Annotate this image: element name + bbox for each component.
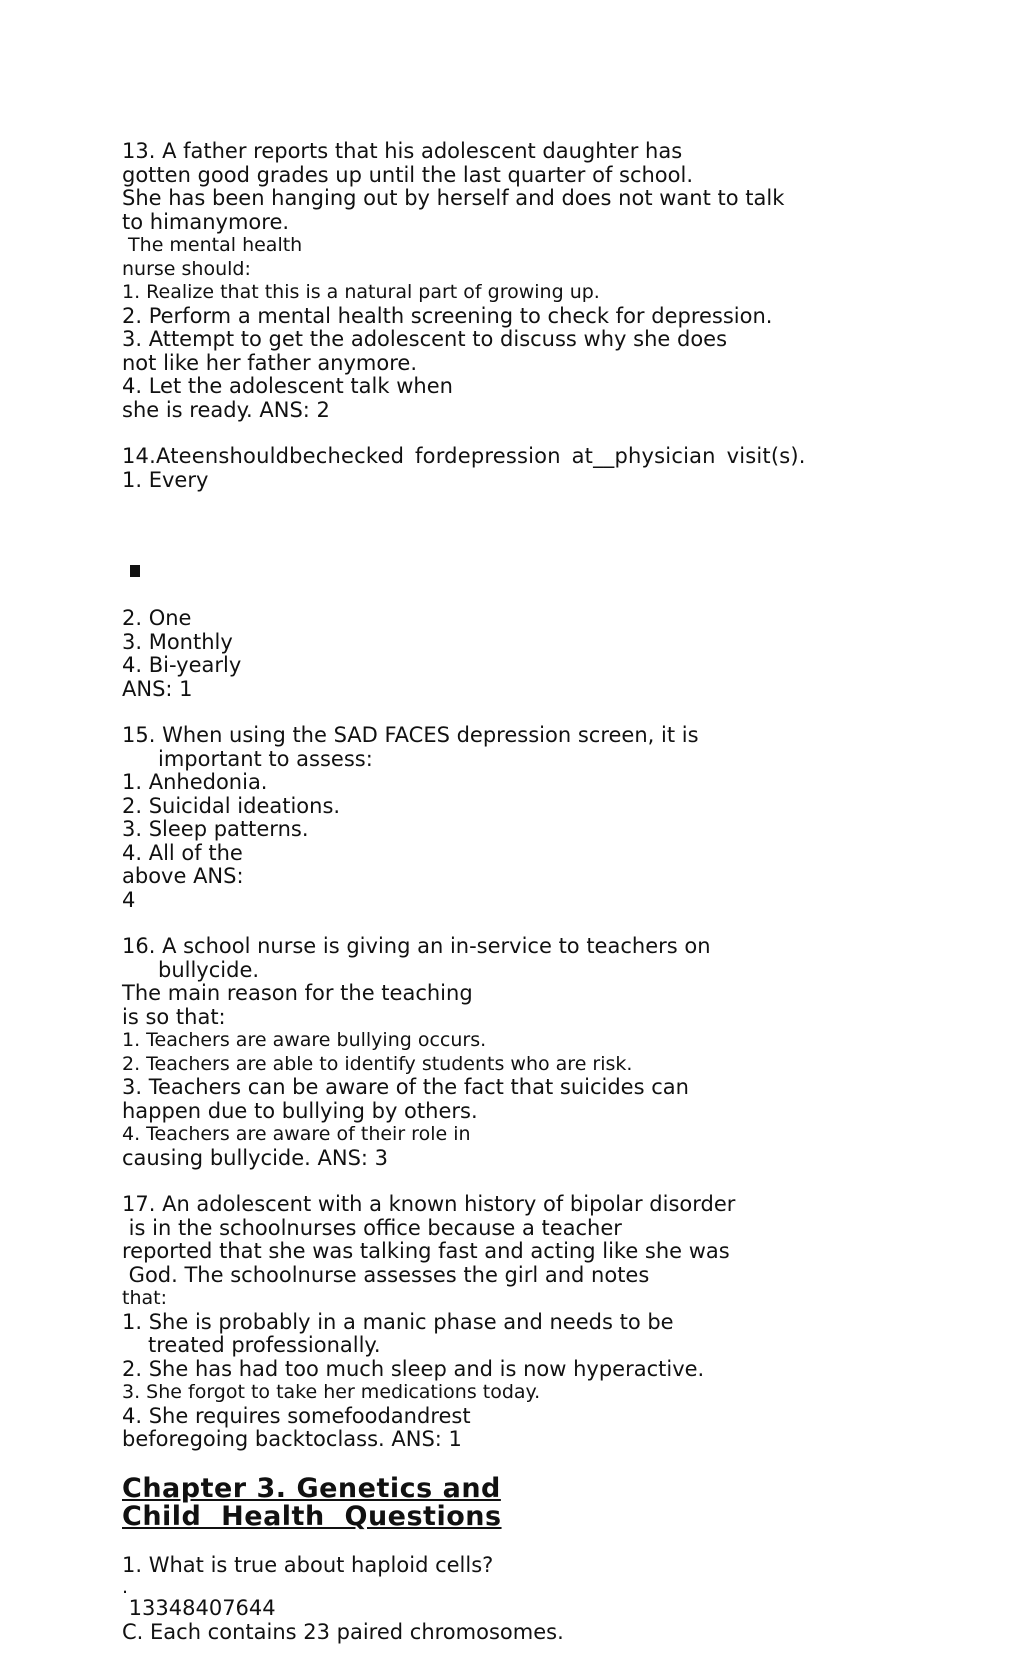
- q17-option: 3. She forgot to take her medications today.: [122, 1381, 541, 1403]
- question-13: [122, 140, 942, 422]
- q14-option: 4. Bi-yearly: [122, 653, 242, 677]
- q17-option: 4. She requires somefoodandrest: [122, 1403, 471, 1428]
- question-15: [122, 724, 942, 912]
- q17-line: that:: [122, 1287, 167, 1309]
- question-16: [122, 935, 942, 1170]
- q15-answer: 4: [122, 887, 136, 912]
- q15-option: 2. Suicidal ideations.: [122, 793, 341, 818]
- q13-line: She has been hanging out by herself and does not want to talk: [122, 186, 785, 210]
- q13-line: to himanymore.: [122, 209, 290, 234]
- q17-line: reported that she was talking fast and acting like she was: [122, 1239, 730, 1263]
- q15-question-cont: important to assess:: [158, 746, 373, 771]
- question-17: [122, 1193, 942, 1452]
- q13-answer: she is ready. ANS: 2: [122, 397, 330, 422]
- q13-option: 4. Let the adolescent talk when: [122, 374, 453, 398]
- chapter-heading: [122, 1472, 942, 1532]
- q13-line: The mental health: [122, 234, 303, 256]
- q16-option: happen due to bullying by others.: [122, 1098, 478, 1123]
- q17-option-cont: treated professionally.: [148, 1333, 381, 1357]
- document-body: [122, 140, 942, 1644]
- q16-line: The main reason for the teaching: [122, 981, 473, 1005]
- stray-dot: .: [122, 1576, 129, 1598]
- q14-option: 2. One: [122, 606, 192, 630]
- q17-line: God. The schoolnurse assesses the girl and notes: [122, 1262, 650, 1287]
- q13-line: nurse should:: [122, 257, 251, 280]
- q16-option: 3. Teachers can be aware of the fact that suicides can: [122, 1075, 689, 1099]
- q13-line: 13. A father reports that his adolescent daughter has: [122, 139, 683, 163]
- q17-line: 17. An adolescent with a known history of bipolar disorder: [122, 1192, 736, 1216]
- q13-option: 2. Perform a mental health screening to check for depression.: [122, 303, 773, 328]
- q13-option: 1. Realize that this is a natural part of growing up.: [122, 281, 600, 303]
- bullet-mark: [130, 565, 140, 577]
- q16-question-cont: bullycide.: [158, 957, 260, 982]
- q14-option: 1. Every: [122, 467, 209, 492]
- q16-option: 1. Teachers are aware bullying occurs.: [122, 1029, 487, 1051]
- q13-option: 3. Attempt to get the adolescent to discuss why she does: [122, 327, 728, 351]
- chapter-title-line: Child Health Questions: [122, 1500, 502, 1532]
- id-number: 13348407644: [122, 1596, 276, 1620]
- chapter3-question-1: [122, 1554, 942, 1645]
- q14-option: 3. Monthly: [122, 629, 233, 654]
- ch3-q1-question: 1. What is true about haploid cells?: [122, 1552, 494, 1577]
- q15-answer: above ANS:: [122, 864, 244, 888]
- q15-option: 4. All of the: [122, 840, 243, 865]
- q15-question: 15. When using the SAD FACES depression screen, it is: [122, 723, 699, 747]
- q17-answer: beforegoing backtoclass. ANS: 1: [122, 1427, 462, 1451]
- q15-option: 3. Sleep patterns.: [122, 817, 309, 841]
- q17-option: 2. She has had too much sleep and is now hyperactive.: [122, 1356, 705, 1381]
- q16-option: 2. Teachers are able to identify students who are risk.: [122, 1052, 633, 1075]
- q13-line: gotten good grades up until the last quarter of school.: [122, 162, 694, 187]
- ch3-q1-option: C. Each contains 23 paired chromosomes.: [122, 1619, 564, 1644]
- question-14: [122, 445, 942, 701]
- q16-line: is so that:: [122, 1004, 226, 1029]
- chapter-title-line: Chapter 3. Genetics and: [122, 1472, 501, 1504]
- q16-question: 16. A school nurse is giving an in-service to teachers on: [122, 934, 711, 958]
- q17-option: 1. She is probably in a manic phase and needs to be: [122, 1309, 674, 1334]
- q14-answer: ANS: 1: [122, 676, 193, 701]
- q14-question: 14.Ateenshouldbechecked fordepression at__physician visit(s).: [122, 444, 806, 468]
- q16-answer: causing bullycide. ANS: 3: [122, 1145, 389, 1170]
- q15-option: 1. Anhedonia.: [122, 770, 268, 794]
- q17-line: is in the schoolnurses office because a teacher: [122, 1215, 622, 1240]
- q16-option: 4. Teachers are aware of their role in: [122, 1123, 471, 1145]
- q13-option: not like her father anymore.: [122, 350, 417, 375]
